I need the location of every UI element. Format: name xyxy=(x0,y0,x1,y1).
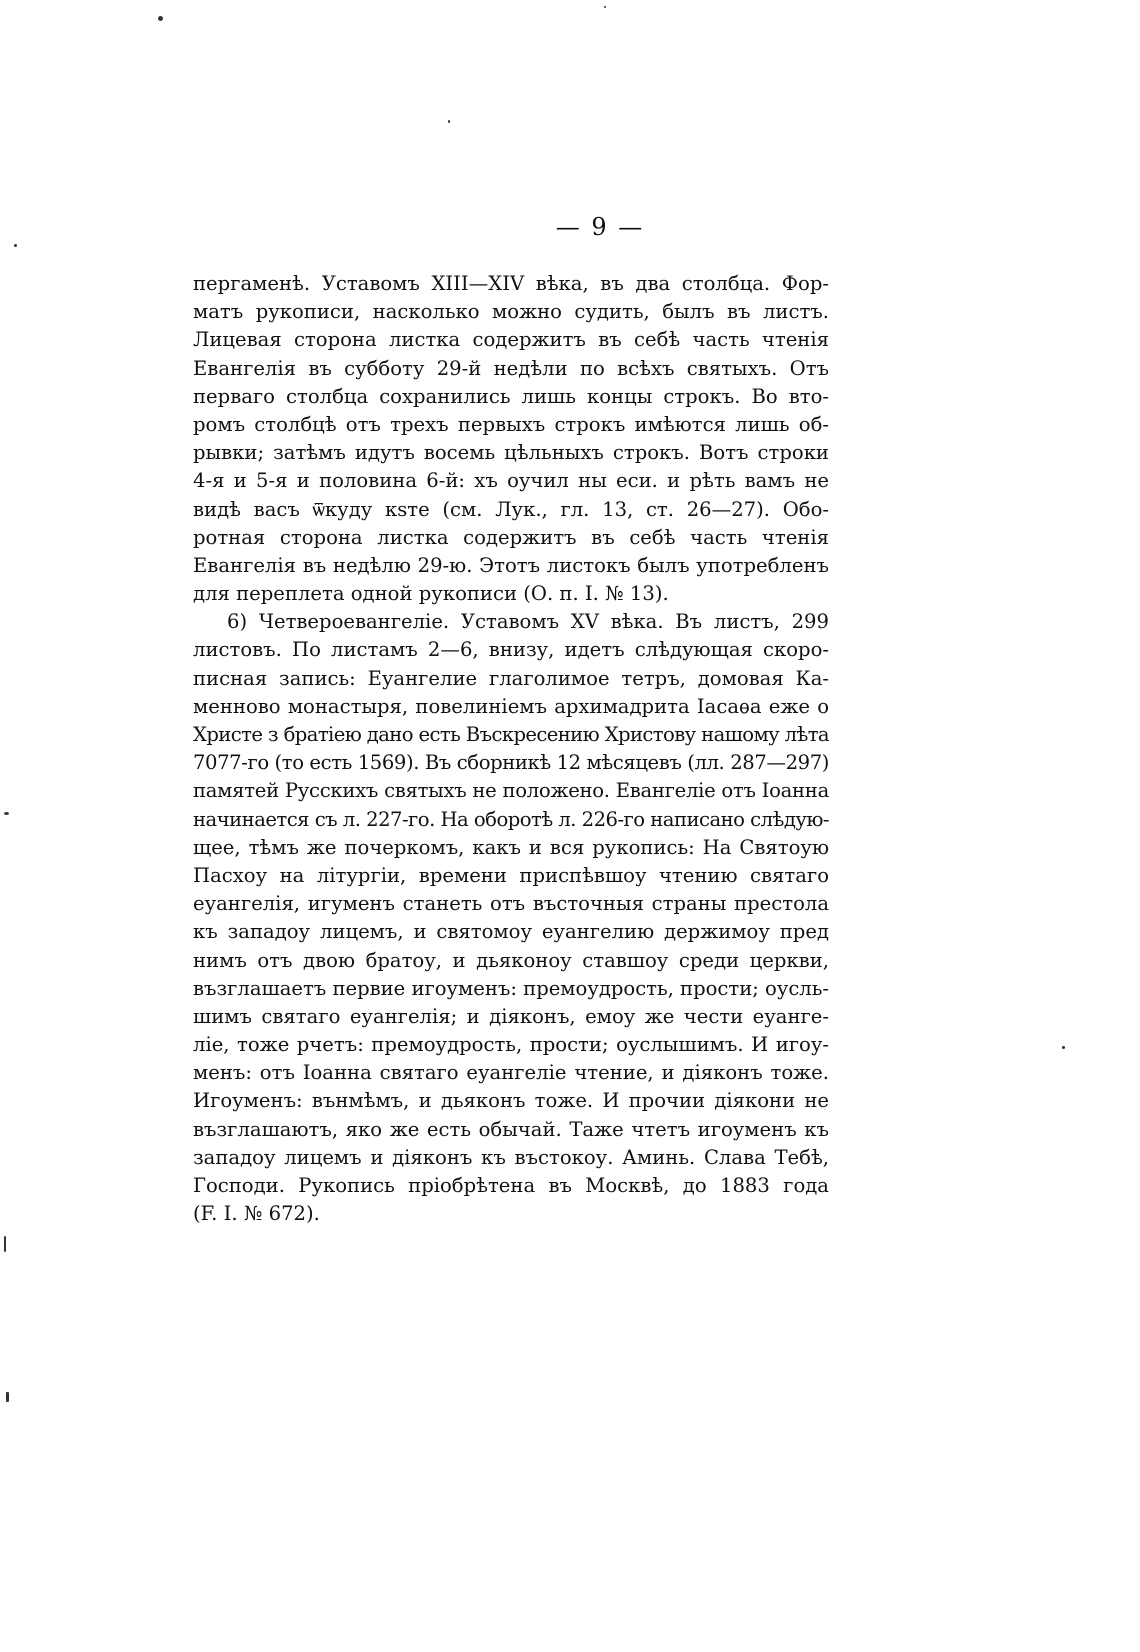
scan-speck xyxy=(6,1392,9,1402)
text-line: западоу лицемъ и діяконъ къ въстокоу. Аминь. Слава Тебѣ, xyxy=(193,1145,829,1169)
text-line: Игоуменъ: вънмѣмъ, и дьяконъ тоже. И прочии діякони не xyxy=(193,1089,829,1113)
text-line: Пасхоу на літургіи, времени приспѣвшоу чтению святаго xyxy=(193,863,829,887)
text-line: пергаменѣ. Уставомъ XIII—XIV вѣка, въ два столбца. Фор- xyxy=(193,272,829,295)
text-line: възглашаютъ, яко же есть обычай. Таже чтетъ игоуменъ къ xyxy=(193,1117,829,1141)
text-line: възглашаетъ первие игоуменъ: премоудрость, прости; оусль- xyxy=(193,976,830,1000)
text-line: менъ: отъ Іоанна святаго еуангеліе чтение, и діяконъ тоже. xyxy=(193,1061,829,1085)
text-line: ліе, тоже рчетъ: премоудрость, прости; оуслышимъ. И игоу- xyxy=(193,1033,829,1057)
text-line: матъ рукописи, насколько можно судить, былъ въ листъ. xyxy=(193,300,829,324)
scan-speck xyxy=(14,244,17,247)
text-line: листовъ. По листамъ 2—6, внизу, идетъ слѣдующая скоро- xyxy=(193,638,829,662)
text-line: (F. I. № 672). xyxy=(193,1202,320,1226)
text-line: видѣ васъ ѿкуду кѕте (см. Лук., гл. 13, ст. 26—27). Обо- xyxy=(193,497,829,521)
text-line: шимъ святаго еуангелія; и діяконъ, емоу же чести еуанге- xyxy=(193,1004,829,1028)
text-line: ротная сторона листка содержитъ въ себѣ часть чтенія xyxy=(193,525,829,549)
text-line: щее, тѣмъ же почеркомъ, какъ и вся рукопись: На Святоую xyxy=(193,835,829,859)
paragraph-2 xyxy=(193,608,829,1228)
text-line: къ западоу лицемъ, и святомоу еуангелию держимоу пред xyxy=(193,920,829,944)
text-line: начинается съ л. 227-го. На оборотѣ л. 226-го написано слѣдую- xyxy=(193,807,829,831)
text-line: Лицевая сторона листка содержитъ въ себѣ часть чтенія xyxy=(193,328,829,352)
page-number xyxy=(0,213,1140,241)
text-line: Христе з братіею дано есть Въскресению Христову нашому лѣта xyxy=(193,723,829,746)
text-line: 7077-го (то есть 1569). Въ сборникѣ 12 мѣсяцевъ (лл. 287—297) xyxy=(193,751,829,775)
page-number-text: — 9 — xyxy=(555,213,645,241)
scan-speck xyxy=(158,16,163,21)
text-line: 6) Четвероевангеліе. Уставомъ XV вѣка. Въ листъ, 299 xyxy=(227,610,829,634)
text-line: писная запись: Еуангелие глаголимое тетръ, домовая Ка- xyxy=(193,666,829,690)
scan-speck xyxy=(448,120,450,123)
text-line: Евангелія въ недѣлю 29-ю. Этотъ листокъ былъ употребленъ xyxy=(193,553,829,577)
paragraph-1 xyxy=(193,270,829,608)
text-line: рывки; затѣмъ идутъ восемь цѣльныхъ строкъ. Вотъ строки xyxy=(193,441,829,465)
scan-speck xyxy=(4,1236,6,1252)
text-line: для переплета одной рукописи (О. п. I. № 13). xyxy=(193,582,669,606)
text-line: еуангелія, игуменъ станеть отъ въсточныя страны престола xyxy=(193,892,829,916)
text-line: нимъ отъ двою братоу, и дьяконоу ставшоу среди церкви, xyxy=(193,948,829,972)
text-line: памятей Русскихъ святыхъ не положено. Евангеліе отъ Іоанна xyxy=(193,779,829,803)
document-body xyxy=(193,270,829,1228)
text-line: Господи. Рукопись пріобрѣтена въ Москвѣ, до 1883 года xyxy=(193,1174,829,1197)
scan-speck xyxy=(604,6,606,8)
scan-speck xyxy=(1062,1046,1065,1049)
scan-speck xyxy=(4,812,9,815)
text-line: Евангелія въ субботу 29-й недѣли по всѣхъ святыхъ. Отъ xyxy=(193,356,829,380)
text-line: менново монастыря, повелиніемъ архимадрита Іасаѳа еже о xyxy=(193,694,829,718)
text-line: перваго столбца сохранились лишь концы строкъ. Во вто- xyxy=(193,384,829,408)
text-line: 4-я и 5-я и половина 6-й: хъ оучил ны еси. и рѣть вамъ не xyxy=(193,469,829,493)
text-line: ромъ столбцѣ отъ трехъ первыхъ строкъ имѣются лишь об- xyxy=(193,412,829,436)
